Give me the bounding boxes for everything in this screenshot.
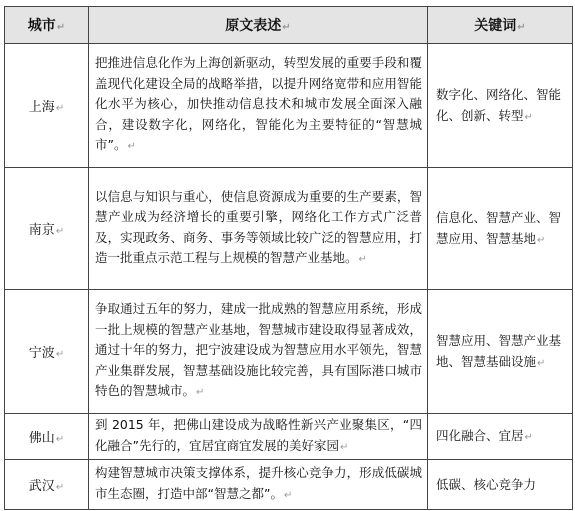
paragraph-mark: ↵: [55, 434, 65, 445]
description-text: 争取通过五年的努力，建成一批成熟的智慧应用系统，形成一批上规模的智慧产业基地，智慧城市建设取得显著成效，通过十年的努力，把宁波建设成为智慧应用水平领先，智慧产业集群发展，智慧基础设施比较完善，具有国际港口城市特色的智慧城市。: [95, 301, 422, 399]
paragraph-mark: ↵: [55, 349, 65, 360]
keywords-text: 信息化、智慧产业、智慧应用、智慧基地: [436, 209, 562, 246]
keywords-cell: [428, 460, 573, 510]
header-city-label: 城市: [27, 18, 56, 34]
paragraph-mark: ↵: [55, 103, 65, 114]
paragraph-mark: ↵: [196, 387, 205, 399]
paragraph-mark: ↵: [524, 111, 533, 123]
paragraph-mark: ↵: [537, 234, 546, 246]
table-row: [5, 460, 573, 510]
table-row: [5, 44, 573, 168]
paragraph-mark: ↵: [517, 22, 526, 33]
description-text: 构建智慧城市决策支撑体系，提升核心竞争力，形成低碳城市生态圈，打造中部“智慧之都”。: [95, 465, 422, 501]
city-name: 南京: [28, 223, 55, 238]
description-text: 到 2015 年，把佛山建设成为战略性新兴产业聚集区，“四化融合”先行的，宜居宜商宜发展的美好家园: [95, 417, 422, 453]
description-cell: [89, 44, 428, 168]
keywords-cell: [428, 44, 573, 168]
paragraph-mark: ↵: [282, 22, 291, 33]
header-city: [5, 7, 89, 44]
keywords-cell: [428, 414, 573, 460]
table-header-row: [5, 7, 573, 44]
city-name: 武汉: [28, 479, 55, 494]
keywords-text: 智慧应用、智慧产业基地、智慧基础设施: [436, 332, 562, 369]
paragraph-mark: ↵: [339, 441, 349, 453]
description-cell: [89, 290, 428, 414]
table-row: [5, 290, 573, 414]
keywords-text: 低碳、核心竞争力: [436, 477, 537, 492]
paragraph-mark: ↵: [55, 482, 65, 493]
header-keywords-label: 关键词: [474, 18, 517, 34]
city-cell: [5, 168, 89, 290]
header-keywords: [428, 7, 573, 44]
description-cell: [89, 168, 428, 290]
keywords-cell: [428, 290, 573, 414]
city-keyword-table: [4, 6, 573, 510]
keywords-cell: [428, 168, 573, 290]
city-name: 上海: [28, 100, 55, 115]
paragraph-mark: ↵: [537, 357, 546, 369]
paragraph-mark: ↵: [127, 141, 136, 153]
description-text: 把推进信息化作为上海创新驱动，转型发展的重要手段和覆盖现代化建设全局的战略举措，以提升网络宽带和应用智能化水平为核心，加快推动信息技术和城市发展全面深入融合，建设数字化，网络化，智能化为主要特征的“智慧城市”。: [95, 55, 422, 153]
table-row: [5, 168, 573, 290]
city-cell: [5, 290, 89, 414]
table-row: [5, 414, 573, 460]
city-name: 宁波: [28, 346, 55, 361]
paragraph-mark: ↵: [524, 432, 533, 443]
paragraph-mark: ↵: [56, 22, 66, 33]
header-description-label: 原文表述: [225, 18, 282, 34]
paragraph-mark: ↵: [55, 226, 65, 237]
description-text: 以信息与知识与重心，使信息资源成为重要的生产要素，智慧产业成为经济增长的重要引擎，网络化工作方式广泛普及，实现政务、商务、事务等领域比较广泛的智慧应用，打造一批重点示范工程与上规模的智慧产业基地。: [95, 188, 422, 265]
keywords-text: 数字化、网络化、智能化、创新、转型: [436, 86, 562, 123]
header-description: [89, 7, 428, 44]
city-cell: [5, 44, 89, 168]
description-cell: [89, 460, 428, 510]
description-cell: [89, 414, 428, 460]
paragraph-mark: ↵: [358, 254, 367, 265]
keywords-text: 四化融合、宜居: [436, 428, 524, 443]
city-name: 佛山: [28, 431, 55, 446]
paragraph-mark: ↵: [283, 489, 293, 501]
city-cell: [5, 460, 89, 510]
city-cell: [5, 414, 89, 460]
